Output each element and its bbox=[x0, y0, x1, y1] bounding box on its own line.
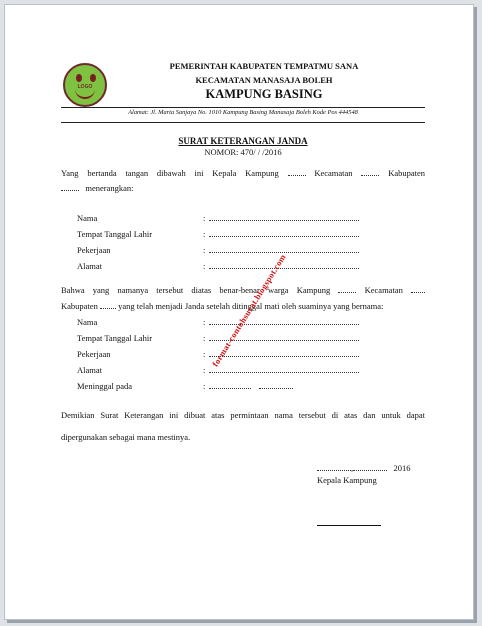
closing-line-2: dipergunakan sebagai mana mestinya. bbox=[61, 432, 191, 442]
field-label: Nama bbox=[77, 317, 98, 327]
blank-field bbox=[361, 169, 379, 176]
header-district: KECAMATAN MANASAJA BOLEH bbox=[195, 75, 333, 85]
body2-text-b: Kecamatan bbox=[364, 285, 403, 295]
document-title: SURAT KETERANGAN JANDA bbox=[178, 136, 308, 146]
field-colon: : bbox=[203, 349, 206, 359]
field-blank bbox=[209, 245, 359, 253]
document-page bbox=[4, 4, 474, 620]
date-blank-day bbox=[209, 381, 251, 389]
field-colon: : bbox=[203, 261, 206, 271]
header-address: Alamat: Jl. Marta Sanjaya No. 1010 Kampung Basing Manasaja Boleh Kode Pos 444548 bbox=[128, 109, 358, 116]
intro-text-c: Kabupaten bbox=[388, 168, 426, 178]
body2-text-d: yang telah menjadi Janda setelah ditinggal mati oleh suaminya yang bernama: bbox=[118, 301, 384, 311]
header-rule-bottom bbox=[61, 122, 425, 123]
body2-line-1 bbox=[61, 285, 425, 295]
intro-line-1 bbox=[61, 168, 425, 178]
field-colon: : bbox=[203, 333, 206, 343]
field-blank bbox=[209, 213, 359, 221]
body2-line-2 bbox=[61, 301, 383, 311]
field-blank bbox=[209, 317, 359, 325]
field-label: Tempat Tanggal Lahir bbox=[77, 229, 153, 239]
header-village: KAMPUNG BASING bbox=[205, 87, 323, 101]
field-label: Pekerjaan bbox=[77, 349, 111, 359]
body2-text-c: Kabupaten bbox=[61, 301, 98, 311]
signature-date-separator: , bbox=[351, 463, 354, 473]
blank-field bbox=[288, 169, 306, 176]
blank-field bbox=[317, 463, 354, 473]
watermark-text: format-contohsurat.blogspot.com bbox=[210, 252, 288, 369]
intro-text-a: Yang bertanda tangan dibawah ini Kepala Kampung bbox=[61, 168, 279, 178]
field-blank bbox=[209, 349, 359, 357]
field-label: Alamat bbox=[77, 365, 103, 375]
blank-field bbox=[338, 286, 356, 293]
field-colon: : bbox=[203, 381, 206, 391]
field-label: Meninggal pada bbox=[77, 381, 132, 391]
field-blank bbox=[209, 365, 359, 373]
document-number: NOMOR: 470/ / /2016 bbox=[204, 147, 282, 157]
header-government: PEMERINTAH KABUPATEN TEMPATMU SANA bbox=[169, 61, 359, 71]
blank-field bbox=[100, 302, 116, 309]
body2-text-a: Bahwa yang namanya tersebut diatas benar-benar warga Kampung bbox=[61, 285, 331, 295]
field-label: Nama bbox=[77, 213, 98, 223]
signature-line bbox=[317, 525, 381, 526]
field-label: Pekerjaan bbox=[77, 245, 111, 255]
signature-year: 2016 bbox=[393, 463, 411, 473]
field-label: Alamat bbox=[77, 261, 103, 271]
intro-line-2 bbox=[61, 183, 134, 193]
signature-date bbox=[317, 463, 411, 473]
header-rule-top bbox=[61, 107, 425, 108]
field-colon: : bbox=[203, 365, 206, 375]
field-label: Tempat Tanggal Lahir bbox=[77, 333, 153, 343]
field-colon: : bbox=[203, 317, 206, 327]
blank-field bbox=[353, 464, 387, 471]
signature-title: Kepala Kampung bbox=[317, 475, 377, 485]
field-blank bbox=[209, 229, 359, 237]
blank-field bbox=[61, 184, 79, 191]
date-blank-month bbox=[259, 381, 293, 389]
field-colon: : bbox=[203, 229, 206, 239]
field-colon: : bbox=[203, 213, 206, 223]
field-colon: : bbox=[203, 245, 206, 255]
closing-line-1: Demikian Surat Keterangan ini dibuat atas permintaan nama tersebut di atas dan untuk dapat bbox=[61, 410, 425, 420]
intro-text-b: Kecamatan bbox=[314, 168, 353, 178]
blank-field bbox=[411, 286, 425, 293]
intro-text-d: menerangkan: bbox=[85, 183, 134, 193]
logo-label: LOGO bbox=[77, 84, 93, 90]
